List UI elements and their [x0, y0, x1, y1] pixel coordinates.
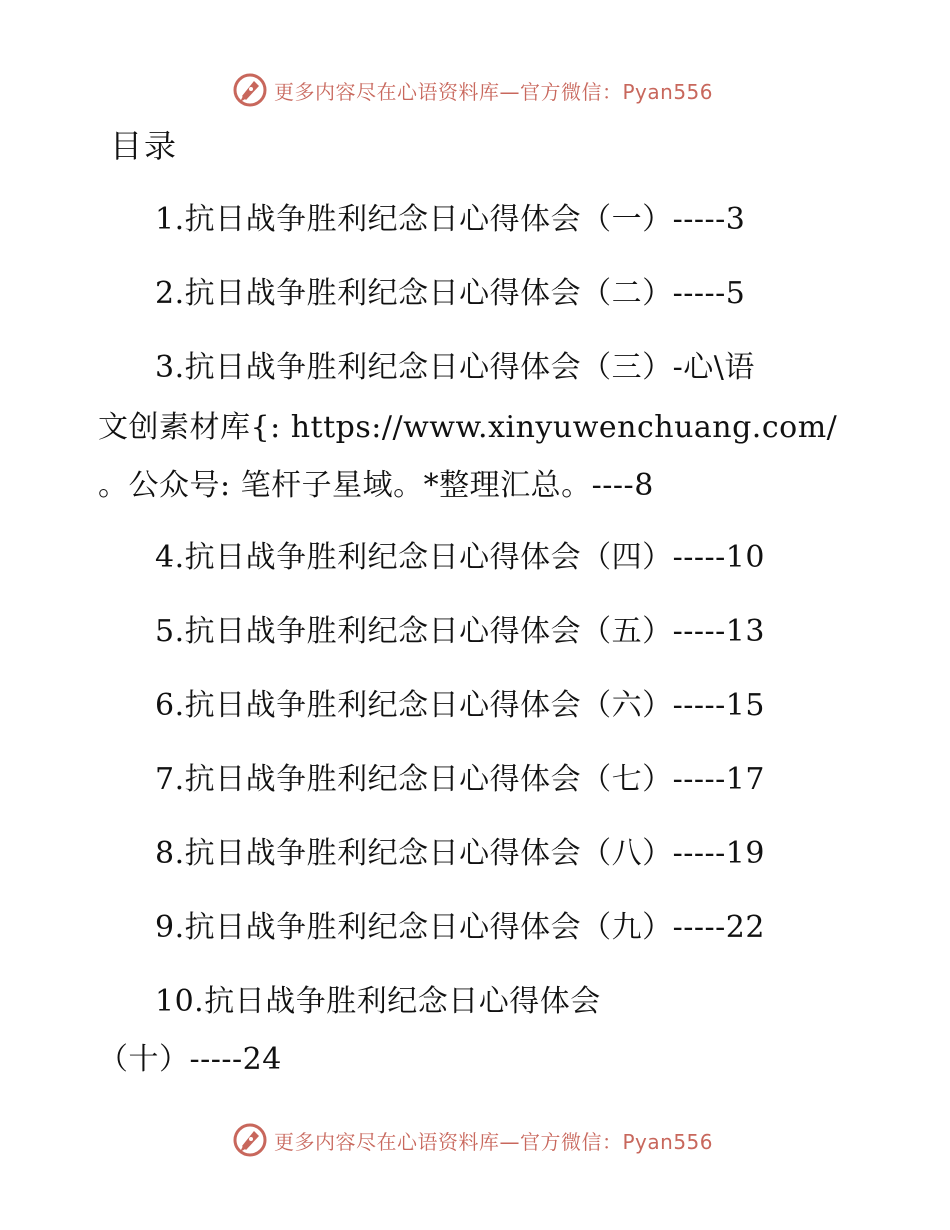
toc-entry-3-line-2: 文创素材库{: https://www.xinyuwenchuang.com/ — [98, 410, 838, 445]
pen-nib-logo-icon — [232, 1122, 268, 1158]
toc-entry-7: 7.抗日战争胜利纪念日心得体会（七）-----17 — [155, 762, 765, 797]
header-watermark — [232, 70, 712, 110]
toc-entry-3-line-3: 。公众号: 笔杆子星域。*整理汇总。----8 — [98, 468, 654, 503]
footer-watermark — [232, 1120, 712, 1160]
toc-entry-3-line-1: 3.抗日战争胜利纪念日心得体会（三）-心\语 — [155, 350, 755, 385]
toc-entry-2: 2.抗日战争胜利纪念日心得体会（二）-----5 — [155, 276, 746, 311]
pen-nib-logo-icon — [232, 72, 268, 108]
header-watermark-text: 更多内容尽在心语资料库—官方微信：Pyan556 — [274, 79, 714, 104]
toc-title: 目录 — [110, 127, 179, 165]
toc-entry-1: 1.抗日战争胜利纪念日心得体会（一）-----3 — [155, 202, 746, 237]
toc-entry-10-line-1: 10.抗日战争胜利纪念日心得体会 — [155, 984, 601, 1019]
toc-entry-6: 6.抗日战争胜利纪念日心得体会（六）-----15 — [155, 688, 765, 723]
footer-watermark-text: 更多内容尽在心语资料库—官方微信：Pyan556 — [274, 1129, 714, 1154]
toc-entry-10-line-2: （十）-----24 — [98, 1042, 282, 1077]
toc-entry-4: 4.抗日战争胜利纪念日心得体会（四）-----10 — [155, 540, 765, 575]
toc-entry-9: 9.抗日战争胜利纪念日心得体会（九）-----22 — [155, 910, 765, 945]
toc-entry-5: 5.抗日战争胜利纪念日心得体会（五）-----13 — [155, 614, 765, 649]
toc-entry-8: 8.抗日战争胜利纪念日心得体会（八）-----19 — [155, 836, 765, 871]
